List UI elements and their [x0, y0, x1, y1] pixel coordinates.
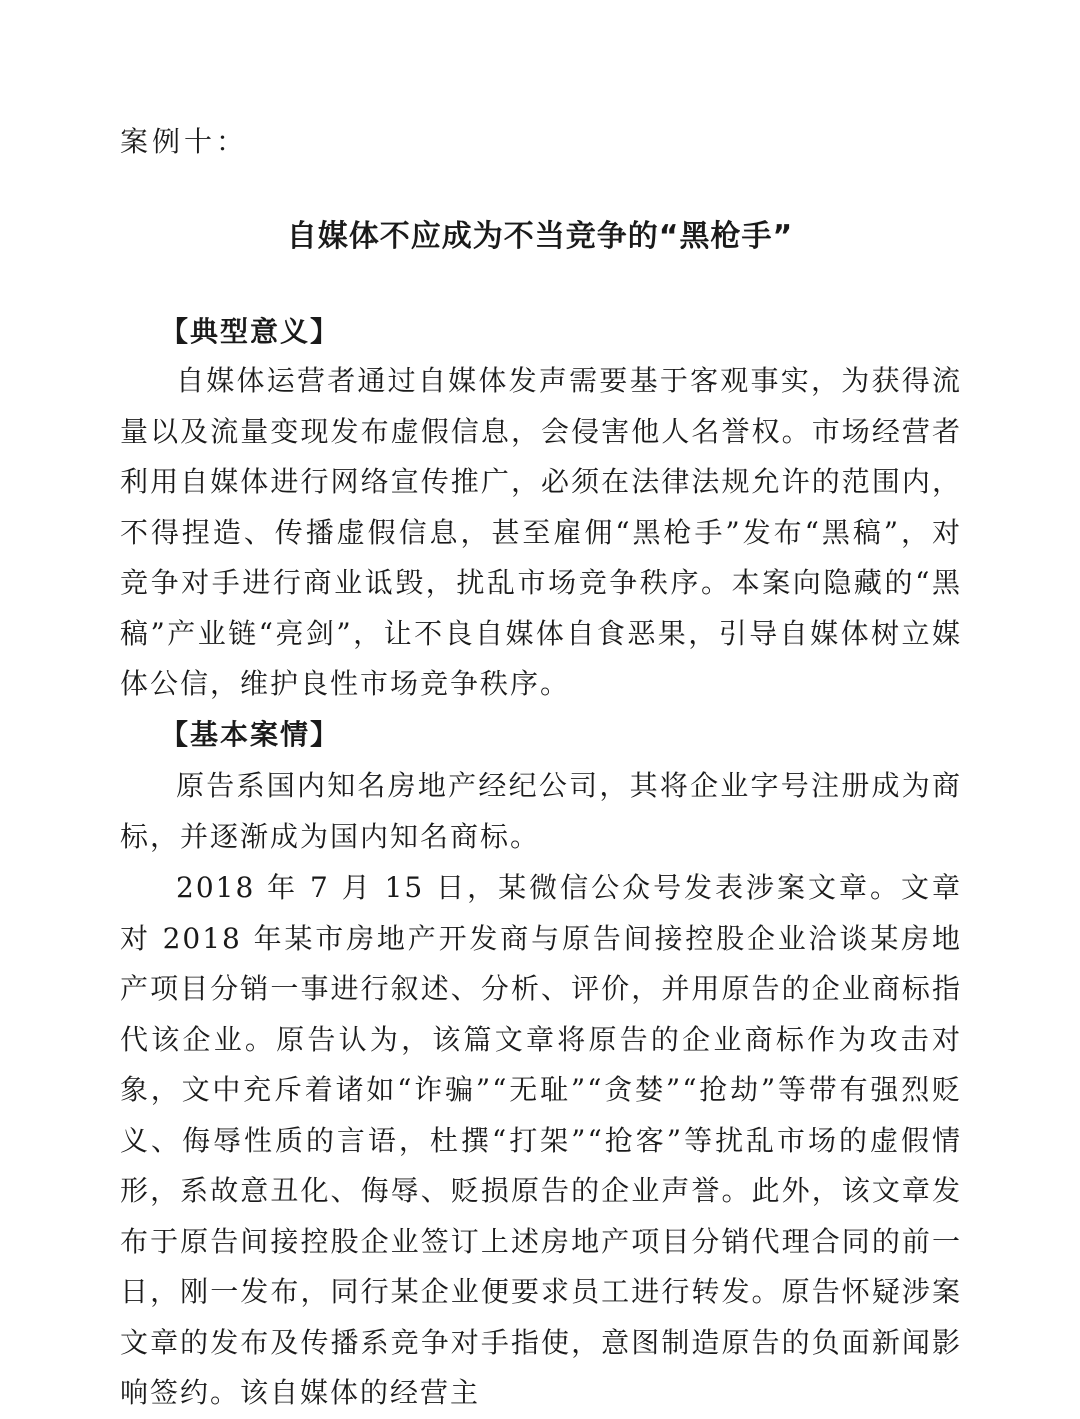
- paragraph-facts-2: 2018 年 7 月 15 日，某微信公众号发表涉案文章。文章对 2018 年某市房地产开发商与原告间接控股企业洽谈某房地产项目分销一事进行叙述、分析、评价，并用原告的企业商标指代该企业。原告认为，该篇文章将原告的企业商标作为攻击对象，文中充斥着诸如“诈骗”“无耻”“贪婪”“抢劫”等带有强烈贬义、侮辱性质的言语，杜撰“打架”“抢客”等扰乱市场的虚假情形，系故意丑化、侮辱、贬损原告的企业声誉。此外，该文章发布于原告间接控股企业签订上述房地产项目分销代理合同的前一日，刚一发布，同行某企业便要求员工进行转发。原告怀疑涉案文章的发布及传播系竞争对手指使，意图制造原告的负面新闻影响签约。该自媒体的经营主: [120, 871, 962, 1409]
- paragraph-facts-1: 原告系国内知名房地产经纪公司，其将企业字号注册成为商标，并逐渐成为国内知名商标。: [120, 769, 962, 853]
- case-label: 案例十：: [120, 125, 249, 158]
- paragraph-significance: 自媒体运营者通过自媒体发声需要基于客观事实，为获得流量以及流量变现发布虚假信息，会侵害他人名誉权。市场经营者利用自媒体进行网络宣传推广，必须在法律法规允许的范围内，不得捏造、传播虚假信息，甚至雇佣“黑枪手”发布“黑稿”，对竞争对手进行商业诋毁，扰乱市场竞争秩序。本案向隐藏的“黑稿”产业链“亮剑”，让不良自媒体自食恶果，引导自媒体树立媒体公信，维护良性市场竞争秩序。: [120, 364, 962, 700]
- document-title: 自媒体不应成为不当竞争的“黑枪手”: [286, 219, 794, 254]
- section-heading-significance: 【典型意义】: [160, 315, 341, 348]
- section-heading-facts: 【基本案情】: [160, 718, 341, 751]
